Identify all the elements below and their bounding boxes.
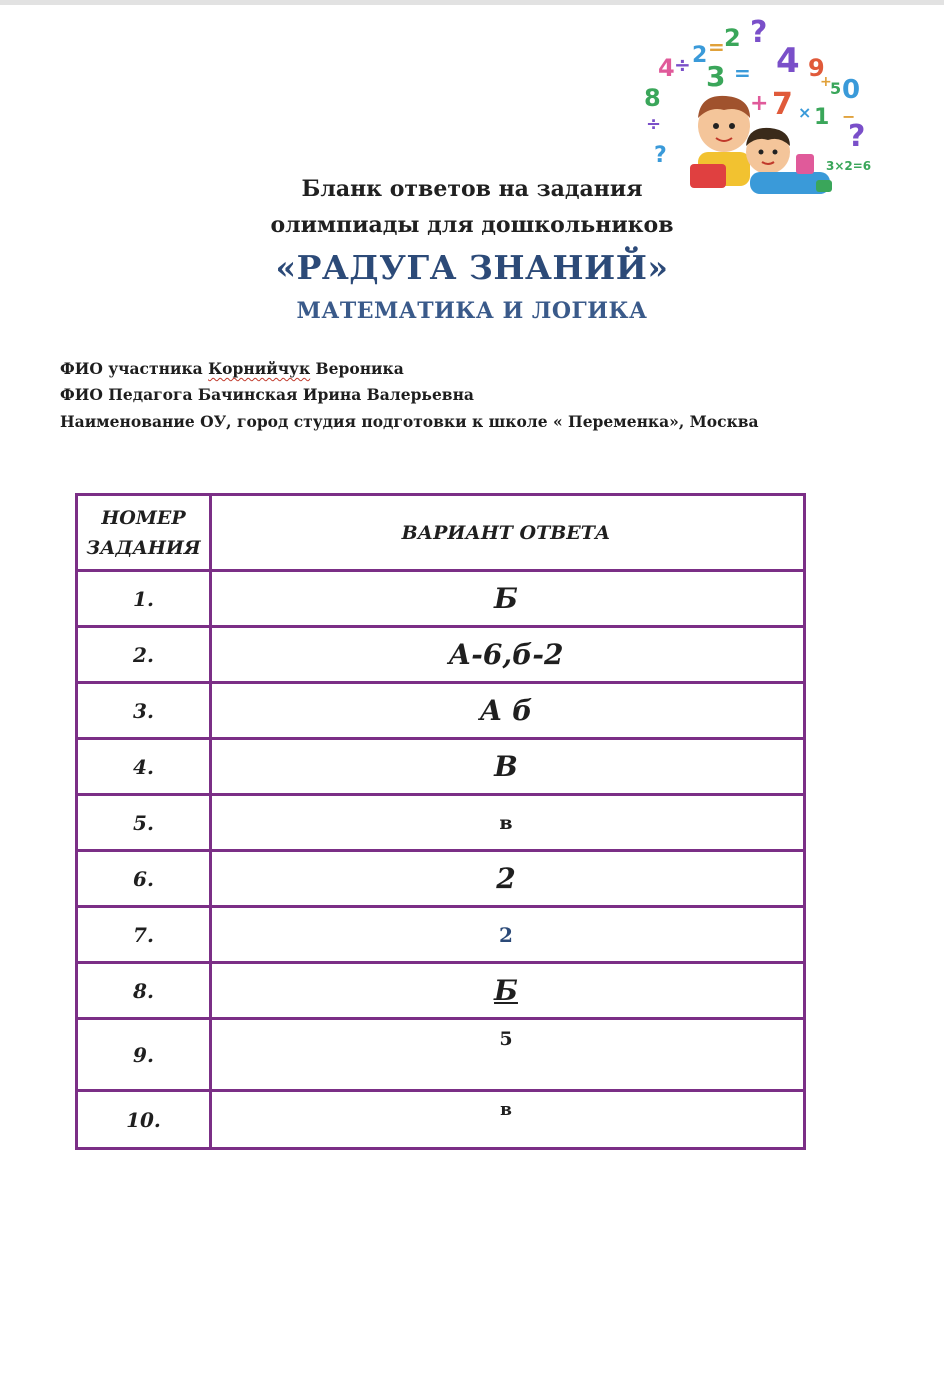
- form-title-line2: олимпиады для дошкольников: [270, 212, 674, 238]
- illus-glyph: 3×2=6: [826, 159, 872, 173]
- table-row: [78, 964, 803, 1017]
- illus-glyph: ÷: [674, 53, 691, 77]
- table-header-row: [78, 496, 803, 569]
- task-number: 6.: [133, 866, 154, 891]
- illus-glyph: ?: [654, 143, 667, 168]
- task-number: 10.: [126, 1107, 161, 1132]
- task-number: 1.: [133, 586, 154, 611]
- illus-glyph: 8: [644, 84, 661, 112]
- illus-glyph: =: [734, 61, 751, 85]
- illus-glyph: 4: [776, 41, 800, 81]
- task-answer: Б: [494, 582, 518, 615]
- task-answer: 5: [499, 1028, 513, 1050]
- participant-info: [60, 359, 404, 378]
- task-answer: 2: [499, 922, 513, 947]
- task-answer: В: [494, 750, 518, 783]
- table-row: [78, 572, 803, 625]
- task-number: 8.: [133, 978, 154, 1003]
- illus-glyph: =: [708, 35, 725, 59]
- table-row: [78, 740, 803, 793]
- task-answer: Б: [494, 974, 518, 1007]
- illus-glyph: +: [750, 91, 769, 116]
- task-number: 9.: [133, 1042, 154, 1067]
- participant-label: ФИО участника: [60, 359, 209, 378]
- illus-glyph: 0: [842, 75, 861, 105]
- participant-surname: Корнийчук: [208, 359, 311, 378]
- illus-glyph: 2: [692, 43, 708, 68]
- task-number: 2.: [133, 642, 154, 667]
- task-number: 5.: [133, 810, 154, 835]
- olympiad-title: «РАДУГА ЗНАНИЙ»: [275, 248, 669, 287]
- top-strip: [0, 0, 944, 5]
- illus-glyph: ?: [848, 119, 866, 154]
- task-number: 4.: [133, 754, 154, 779]
- header-task-number: [78, 496, 209, 569]
- boy-left-icon: [690, 96, 750, 188]
- illus-glyph: ÷: [646, 114, 662, 135]
- illus-glyph: 1: [814, 105, 830, 130]
- illus-glyph: 2: [724, 24, 741, 52]
- table-row: [78, 1092, 803, 1147]
- task-answer: А-6,б-2: [448, 638, 564, 671]
- task-answer: 2: [496, 862, 516, 895]
- illus-glyph: 7: [772, 87, 793, 122]
- participant-name: Вероника: [310, 359, 404, 378]
- illus-glyph: ×: [798, 103, 812, 122]
- school-info: Наименование ОУ, город студия подготовки к школе « Переменка», Москва: [60, 412, 759, 431]
- task-number: 7.: [133, 922, 154, 947]
- form-title-line1: Бланк ответов на задания: [301, 176, 643, 202]
- teacher-info: ФИО Педагога Бачинская Ирина Валерьевна: [60, 385, 474, 404]
- illus-glyph: −: [842, 107, 856, 126]
- illus-glyph: 5: [830, 79, 842, 98]
- subject-subtitle: МАТЕМАТИКА И ЛОГИКА: [296, 298, 648, 324]
- table-row: [78, 796, 803, 849]
- table-row: [78, 908, 803, 961]
- task-answer: в: [500, 1100, 512, 1120]
- task-answer: А б: [479, 694, 533, 727]
- header-num-line2: ЗАДАНИЯ: [86, 536, 201, 559]
- table-row: [78, 852, 803, 905]
- illus-glyph: 4: [658, 54, 675, 82]
- illus-glyph: 9: [808, 54, 825, 82]
- task-answer: в: [499, 811, 513, 834]
- illus-glyph: +: [820, 74, 832, 90]
- task-number: 3.: [133, 698, 154, 723]
- table-row: [78, 1020, 803, 1089]
- illus-glyph: 3: [706, 60, 726, 93]
- table-row: [78, 684, 803, 737]
- header-answer: ВАРИАНТ ОТВЕТА: [401, 521, 611, 544]
- answers-table: [75, 493, 806, 1150]
- illus-glyph: ?: [750, 15, 768, 50]
- header-num-line1: НОМЕР: [101, 506, 186, 529]
- table-row: [78, 628, 803, 681]
